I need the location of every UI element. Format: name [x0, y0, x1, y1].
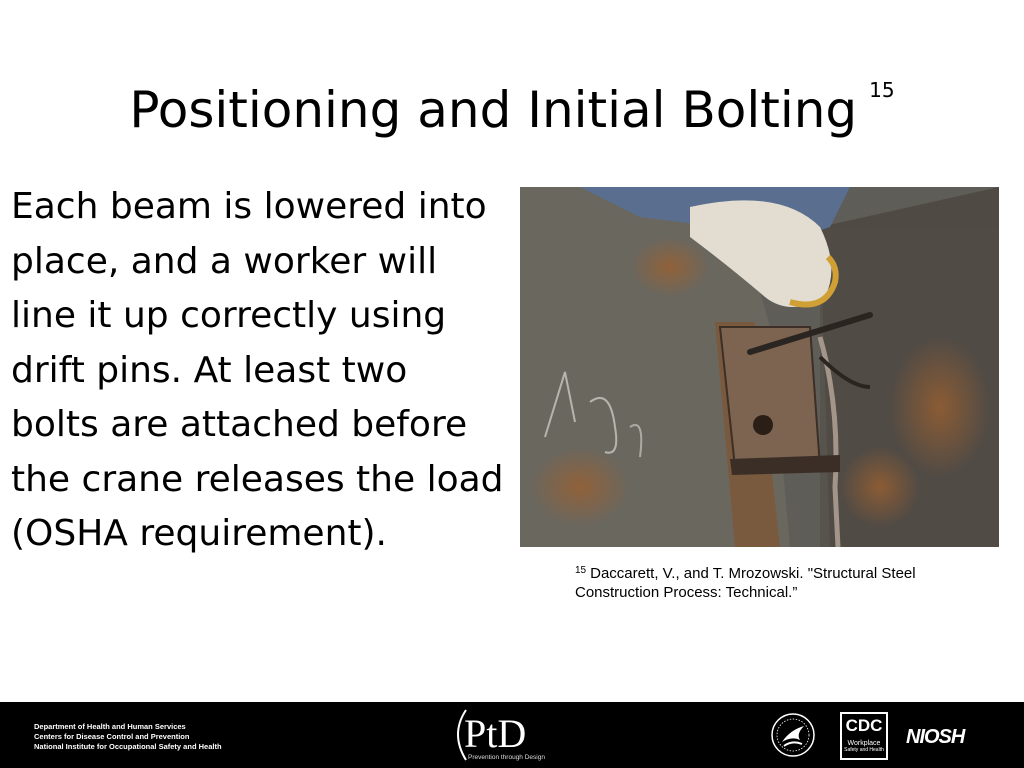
hhs-seal-icon: [770, 712, 816, 758]
department-text: [34, 722, 222, 752]
cdc-logo: [840, 712, 888, 760]
niosh-logo: NIOSH: [906, 726, 965, 748]
slide-title: [0, 58, 1024, 142]
footer-bar: [0, 702, 1024, 768]
photo-citation: [575, 561, 995, 602]
cdc-sub-line-1: Workplace: [847, 740, 881, 747]
citation-footnote-ref: 15: [575, 565, 587, 576]
dept-line-1: Department of Health and Human Services: [34, 722, 186, 731]
slide-title-text: Positioning and Initial Bolting: [129, 81, 858, 139]
ptd-logo-text: PtD: [464, 711, 527, 756]
ptd-tagline: Prevention through Design: [468, 754, 545, 761]
steel-beam-photo: [520, 187, 999, 547]
citation-text: Daccarett, V., and T. Mrozowski. "Structural Steel Construction Process: Technical.”: [575, 565, 916, 601]
dept-line-2: Centers for Disease Control and Prevention: [34, 732, 190, 741]
ptd-logo: [448, 704, 558, 766]
cdc-logo-subtitle: [842, 740, 886, 753]
dept-line-3: National Institute for Occupational Safety and Health: [34, 742, 222, 751]
slide-body-text: Each beam is lowered into place, and a worker will line it up correctly using drift pins. At least two bolts are attached before the crane releases the load (OSHA requirement).: [11, 186, 504, 554]
cdc-sub-line-2: Safety and Health: [844, 747, 884, 753]
cdc-logo-text: CDC: [845, 716, 883, 735]
title-footnote-ref: 15: [869, 78, 895, 102]
